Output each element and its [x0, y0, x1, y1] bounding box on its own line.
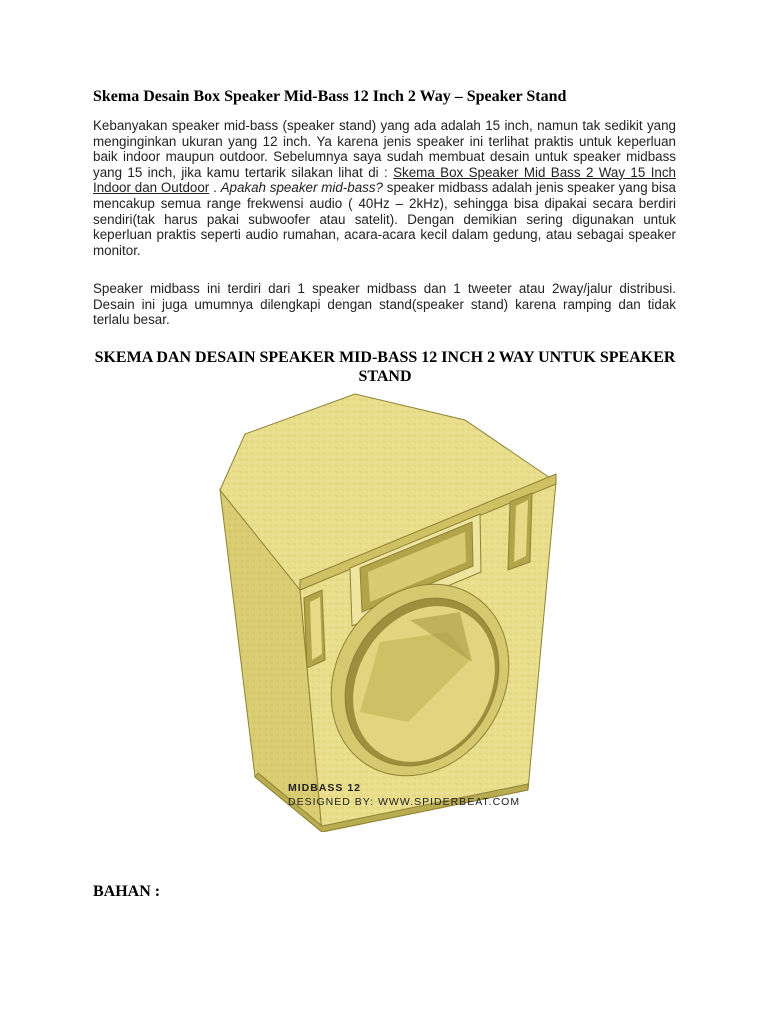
intro-text-3: speaker midbass adalah jenis speaker yang bisa mencakup semua range frekwensi audio ( 40Hz – 2kHz), sehingga bisa dipakai secara berdiri sendiri(tak harus pakai subwoofer atau satelit). Dengan demikian sering digunakan untuk keperluan praktis seperti audio rumahan, acara-acara kecil dalam gedung, atau sebagai speaker monitor.	[93, 180, 676, 258]
intro-paragraph	[93, 118, 676, 258]
intro-question: Apakah speaker mid-bass?	[220, 180, 383, 196]
speaker-box-drawing	[210, 392, 570, 832]
figure-caption-model: MIDBASS 12	[288, 782, 362, 794]
figure-caption-credit: DESIGNED BY: WWW.SPIDERBEAT.COM	[288, 796, 521, 808]
intro-text-1: Kebanyakan speaker mid-bass (speaker stand) yang ada adalah 15 inch, namun tak sedikit yang menginginkan ukuran yang 12 inch. Ya karena jenis speaker ini terlihat praktis untuk keperluan baik indoor maupun outdoor. Sebelumnya saya sudah membuat desain untuk speaker midbass yang 15 inch, jika kamu tertarik silakan lihat di :	[93, 118, 676, 180]
materials-heading: BAHAN :	[93, 883, 161, 900]
speaker-box-illustration	[210, 392, 570, 832]
intro-text-2: .	[209, 180, 221, 196]
description-paragraph: Speaker midbass ini terdiri dari 1 speaker midbass dan 1 tweeter atau 2way/jalur distribusi. Desain ini juga umumnya dilengkapi dengan stand(speaker stand) karena ramping dan tidak terlalu besar.	[93, 281, 676, 328]
link-15-inch-design[interactable]: Skema Box Speaker Mid Bass 2 Way 15 Inch Indoor dan Outdoor	[93, 164, 677, 196]
page-title: Skema Desain Box Speaker Mid-Bass 12 Inch 2 Way – Speaker Stand	[93, 88, 567, 105]
section-heading: SKEMA DAN DESAIN SPEAKER MID-BASS 12 INCH 2 WAY UNTUK SPEAKER STAND	[94, 349, 676, 385]
